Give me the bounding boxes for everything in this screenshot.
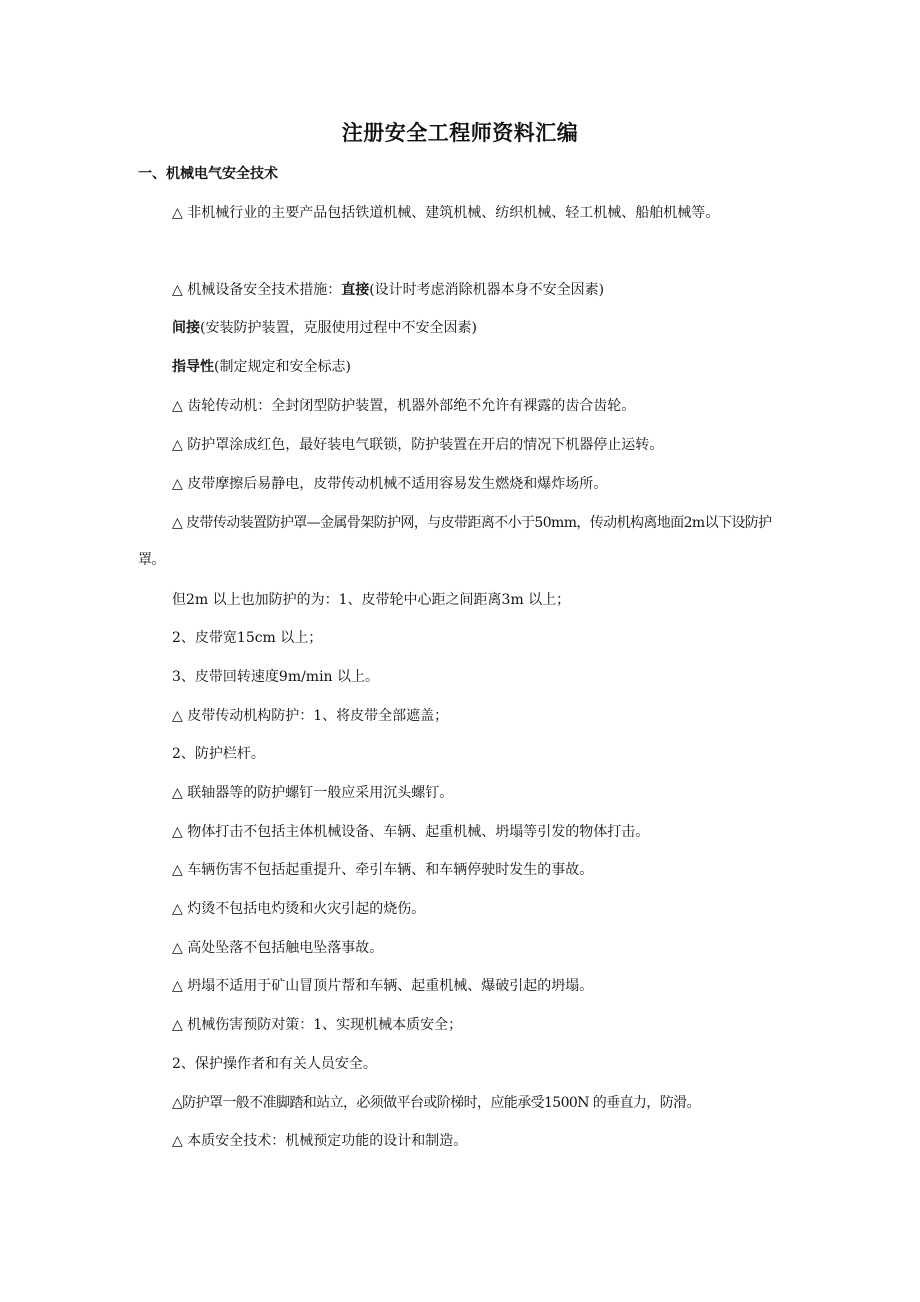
document-title: 注册安全工程师资料汇编 [341, 121, 579, 145]
paragraph [138, 272, 790, 309]
bold-term: 间接 [172, 320, 200, 336]
paragraph: △ 联轴器等的防护螺钉一般应采用沉头螺钉。 [172, 785, 454, 801]
paragraph: 但2m 以上也加防护的为：1、皮带轮中心距之间距离3m 以上； [172, 592, 571, 608]
paragraph-text: (安装防护装置，克服使用过程中不安全因素) [200, 320, 477, 336]
paragraph: △ 灼烫不包括电灼烫和火灾引起的烧伤。 [172, 901, 426, 917]
paragraph: 2、防护栏杆。 [172, 746, 265, 762]
paragraph: △ 皮带传动机构防护：1、将皮带全部遮盖； [172, 708, 449, 724]
paragraph-text: (设计时考虑消除机器本身不安全因素) [369, 282, 605, 298]
paragraph: 2、保护操作者和有关人员安全。 [172, 1056, 377, 1072]
paragraph: △ 机械伤害预防对策：1、实现机械本质安全； [172, 1017, 463, 1033]
paragraph: △ 皮带摩擦后易静电，皮带传动机械不适用容易发生燃烧和爆炸场所。 [172, 476, 608, 492]
paragraph: 2、皮带宽15cm 以上； [172, 630, 323, 646]
section-heading: 一、机械电气安全技术 [138, 166, 278, 182]
paragraph: △ 防护罩涂成红色，最好装电气联锁，防护装置在开启的情况下机器停止运转。 [172, 437, 664, 453]
bold-term: 指导性 [172, 359, 214, 375]
paragraph [138, 349, 790, 386]
paragraph: 3、皮带回转速度9m/min 以上。 [172, 669, 380, 685]
bold-term: 直接 [341, 282, 370, 298]
paragraph [138, 310, 790, 347]
paragraph: △ 坍塌不适用于矿山冒顶片帮和车辆、起重机械、爆破引起的坍塌。 [172, 978, 594, 994]
paragraph: △ 车辆伤害不包括起重提升、牵引车辆、和车辆停驶时发生的事故。 [172, 862, 594, 878]
paragraph: △ 高处坠落不包括触电坠落事故。 [172, 940, 384, 956]
paragraph: △ 本质安全技术：机械预定功能的设计和制造。 [172, 1133, 468, 1149]
paragraph: △ 物体打击不包括主体机械设备、车辆、起重机械、坍塌等引发的物体打击。 [172, 824, 650, 840]
paragraph-text: △ 机械设备安全技术措施： [172, 282, 342, 298]
paragraph: △ 非机械行业的主要产品包括铁道机械、建筑机械、纺织机械、轻工机械、船舶机械等。 [172, 205, 720, 221]
paragraph: △ 齿轮传动机：全封闭型防护装置，机器外部绝不允许有裸露的齿合齿轮。 [172, 398, 636, 414]
paragraph: △ 皮带传动装置防护罩—金属骨架防护网，与皮带距离不小于50mm，传动机构离地面2m以下设防护罩。 [138, 515, 772, 568]
paragraph: △防护罩一般不准脚踏和站立，必须做平台或阶梯时，应能承受1500N 的垂直力，防滑。 [172, 1095, 700, 1111]
paragraph-text: (制定规定和安全标志) [214, 359, 351, 375]
